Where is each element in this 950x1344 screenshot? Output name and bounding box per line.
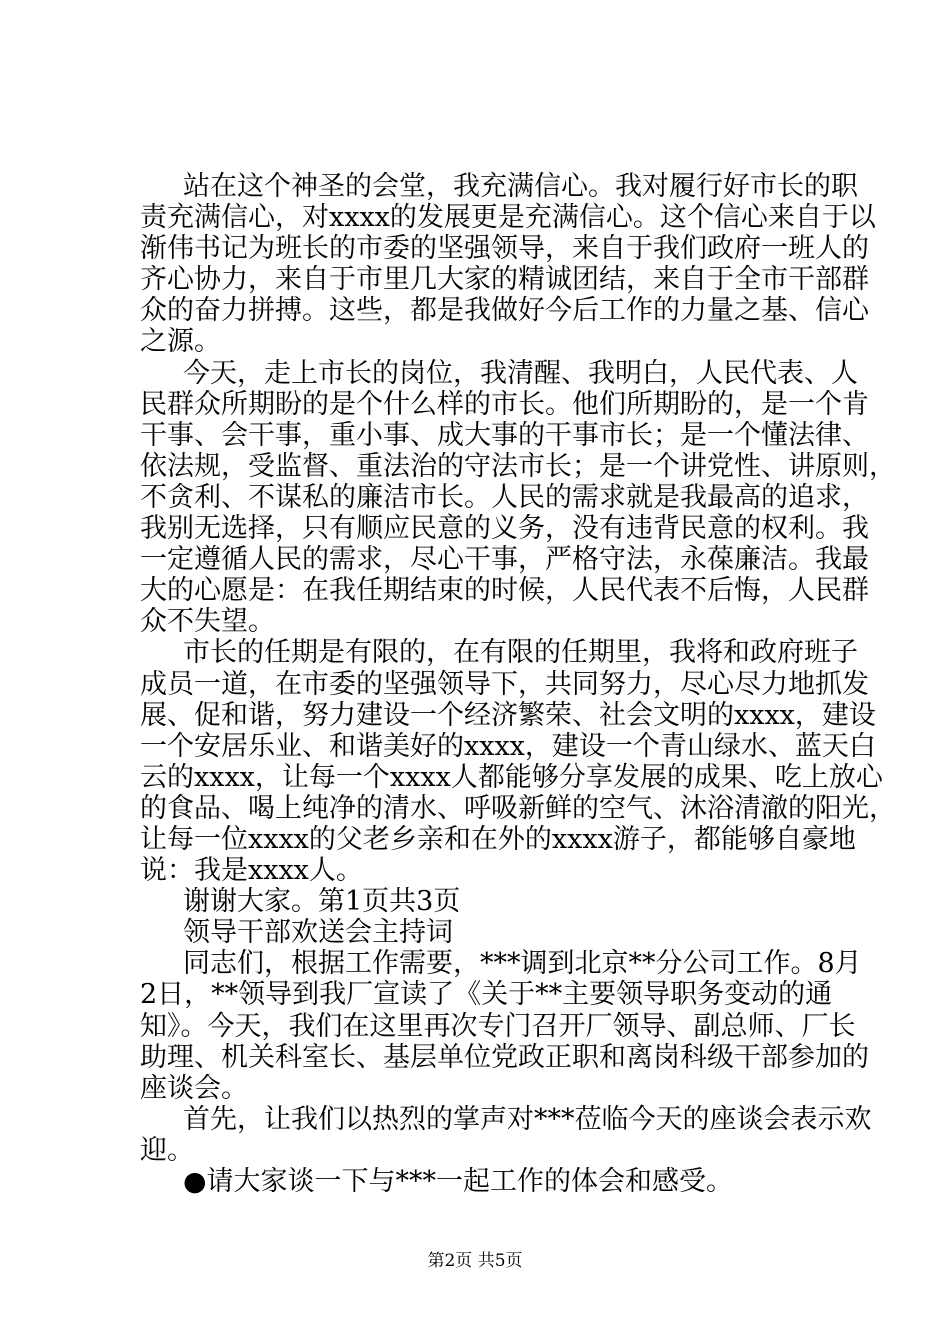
paragraph-line: 座谈会。 [140,1073,248,1104]
paragraph-line: 齐心协力，来自于市里几大家的精诚团结，来自于全市干部群 [140,264,869,295]
paragraph-line: 渐伟书记为班长的市委的坚强领导，来自于我们政府一班人的 [140,233,869,264]
paragraph-line: 众不失望。 [140,606,275,637]
paragraph-line: 迎。 [140,1135,194,1166]
paragraph-line: 一个安居乐业、和谐美好的xxxx，建设一个青山绿水、蓝天白 [140,731,876,762]
paragraph-line: 助理、机关科室长、基层单位党政正职和离岗科级干部参加的 [140,1042,869,1073]
paragraph-line: 一定遵循人民的需求，尽心干事，严格守法，永葆廉洁。我最 [140,544,869,575]
paragraph-line: 云的xxxx，让每一个xxxx人都能够分享发展的成果、吃上放心 [140,762,883,793]
paragraph-line: 成员一道，在市委的坚强领导下，共同努力，尽心尽力地抓发 [140,669,869,700]
paragraph-line: 今天，走上市长的岗位，我清醒、我明白，人民代表、人 [183,358,858,389]
paragraph-line: 依法规，受监督、重法治的守法市长；是一个讲党性、讲原则， [140,451,896,482]
paragraph-line: 2日，**领导到我厂宣读了《关于**主要领导职务变动的通 [140,979,833,1010]
paragraph-line: 市长的任期是有限的，在有限的任期里，我将和政府班子 [183,637,858,668]
paragraph-line: 干事、会干事，重小事、成大事的干事市长；是一个懂法律、 [140,420,869,451]
paragraph-line: 责充满信心，对xxxx的发展更是充满信心。这个信心来自于以 [140,202,876,233]
page-footer: 第2页 共5页 [427,1251,523,1271]
paragraph-line: 让每一位xxxx的父老乡亲和在外的xxxx游子，都能够自豪地 [140,824,856,855]
paragraph-line: 民群众所期盼的是个什么样的市长。他们所期盼的，是一个肯 [140,389,869,420]
paragraph-line: 的食品、喝上纯净的清水、呼吸新鲜的空气、沐浴清澈的阳光， [140,793,896,824]
paragraph-line: 我别无选择，只有顺应民意的义务，没有违背民意的权利。我 [140,513,869,544]
paragraph-line: 站在这个神圣的会堂，我充满信心。我对履行好市长的职 [183,171,858,202]
paragraph-line: 不贪利、不谋私的廉洁市长。人民的需求就是我最高的追求， [140,482,869,513]
paragraph-line: 之源。 [140,326,221,357]
inline-page-marker: 谢谢大家。第1页共3页 [183,886,461,917]
paragraph-line: 大的心愿是：在我任期结束的时候，人民代表不后悔，人民群 [140,575,869,606]
section-title: 领导干部欢送会主持词 [183,917,453,948]
paragraph-line: 知》。今天，我们在这里再次专门召开厂领导、副总师、厂长 [140,1011,856,1042]
paragraph-line: 首先，让我们以热烈的掌声对***莅临今天的座谈会表示欢 [183,1104,872,1135]
paragraph-line: 众的奋力拼搏。这些，都是我做好今后工作的力量之基、信心 [140,295,869,326]
paragraph-line: 展、促和谐，努力建设一个经济繁荣、社会文明的xxxx，建设 [140,700,876,731]
paragraph-line: ●请大家谈一下与***一起工作的体会和感受。 [183,1166,734,1197]
paragraph-line: 说：我是xxxx人。 [140,855,363,886]
paragraph-line: 同志们，根据工作需要，***调到北京**分公司工作。8月 [183,948,862,979]
